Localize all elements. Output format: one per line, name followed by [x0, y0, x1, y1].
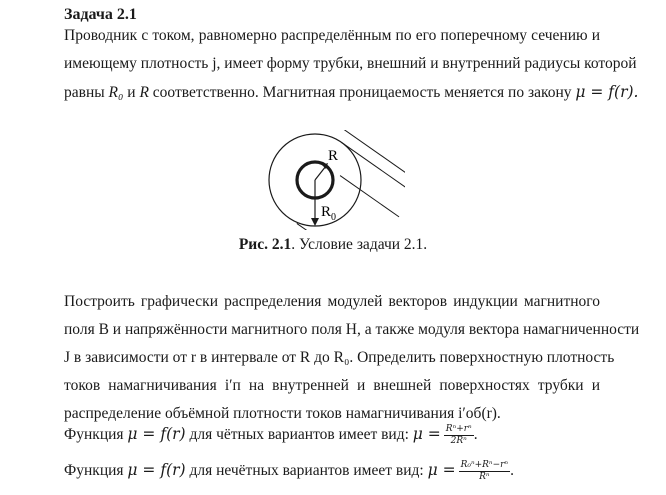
symbol-r0: R₀: [108, 84, 124, 101]
task-line-3: J в зависимости от r в интервале от R до R₀. Определить поверхностную плотность: [64, 349, 615, 366]
intro-text: и: [127, 84, 136, 101]
formula-func: μ = f(r): [127, 461, 186, 480]
formula-end: .: [510, 462, 514, 480]
formula-text: для нечётных вариантов имеет вид:: [189, 462, 424, 480]
fraction-numerator: Rⁿ+rⁿ: [445, 424, 472, 434]
fraction-denominator: Rⁿ: [479, 472, 490, 482]
formula-prefix: Функция: [64, 426, 124, 444]
problem-title: Задача 2.1: [64, 6, 137, 23]
tube-line-bottom: [297, 223, 363, 230]
tube-diagram: [255, 130, 405, 230]
formula-func: μ = f(r): [127, 425, 186, 444]
intro-line-1: Проводник с током, равномерно распределённым по его поперечному сечению и: [64, 27, 600, 44]
figure-caption: [0, 236, 666, 254]
task-line-5: распределение объёмной плотности токов намагничивания i′об(r).: [64, 405, 501, 422]
intro-paragraph: [64, 22, 639, 107]
intro-text: соответственно. Магнитная проницаемость меняется по закону: [152, 84, 572, 101]
label-r: R: [328, 148, 339, 164]
formula-text: для чётных вариантов имеет вид:: [189, 426, 409, 444]
task-line-4: токов намагничивания i′п на внутренней и внешней поверхностях трубки и: [64, 377, 600, 394]
fraction-numerator: R₀ⁿ+Rⁿ−rⁿ: [460, 460, 509, 470]
radius-r-arrow: [315, 166, 326, 180]
radius-r0-arrowhead: [311, 218, 319, 226]
fraction-even: [444, 424, 474, 447]
intro-line-3: [64, 78, 639, 107]
formula-even: [64, 424, 478, 447]
formula-end: .: [473, 426, 478, 444]
intro-line-2: имеющему плотность j, имеет форму трубки, внешний и внутренний радиусы которой: [64, 55, 637, 72]
intro-text: равны: [64, 84, 105, 101]
fraction-odd: [459, 460, 511, 483]
mu-formula: μ = f(r).: [575, 83, 639, 101]
label-r0: $R_0$: [321, 204, 337, 223]
symbol-r: R: [139, 84, 149, 101]
tube-figure: [255, 130, 405, 230]
caption-label: Рис. 2.1: [238, 236, 292, 253]
formula-odd: [64, 460, 514, 483]
formula-prefix: Функция: [64, 462, 124, 480]
task-line-1: Построить графически распределения модулей векторов индукции магнитного: [64, 293, 600, 310]
caption-text: . Условие задачи 2.1.: [291, 236, 428, 253]
task-line-2: поля B и напряжённости магнитного поля H, а также модуля вектора намагниченности: [64, 321, 640, 338]
formula-mu: μ =: [412, 425, 441, 444]
task-paragraph: [64, 288, 640, 428]
formula-mu: μ =: [427, 461, 456, 480]
fraction-denominator: 2Rⁿ: [450, 436, 467, 446]
